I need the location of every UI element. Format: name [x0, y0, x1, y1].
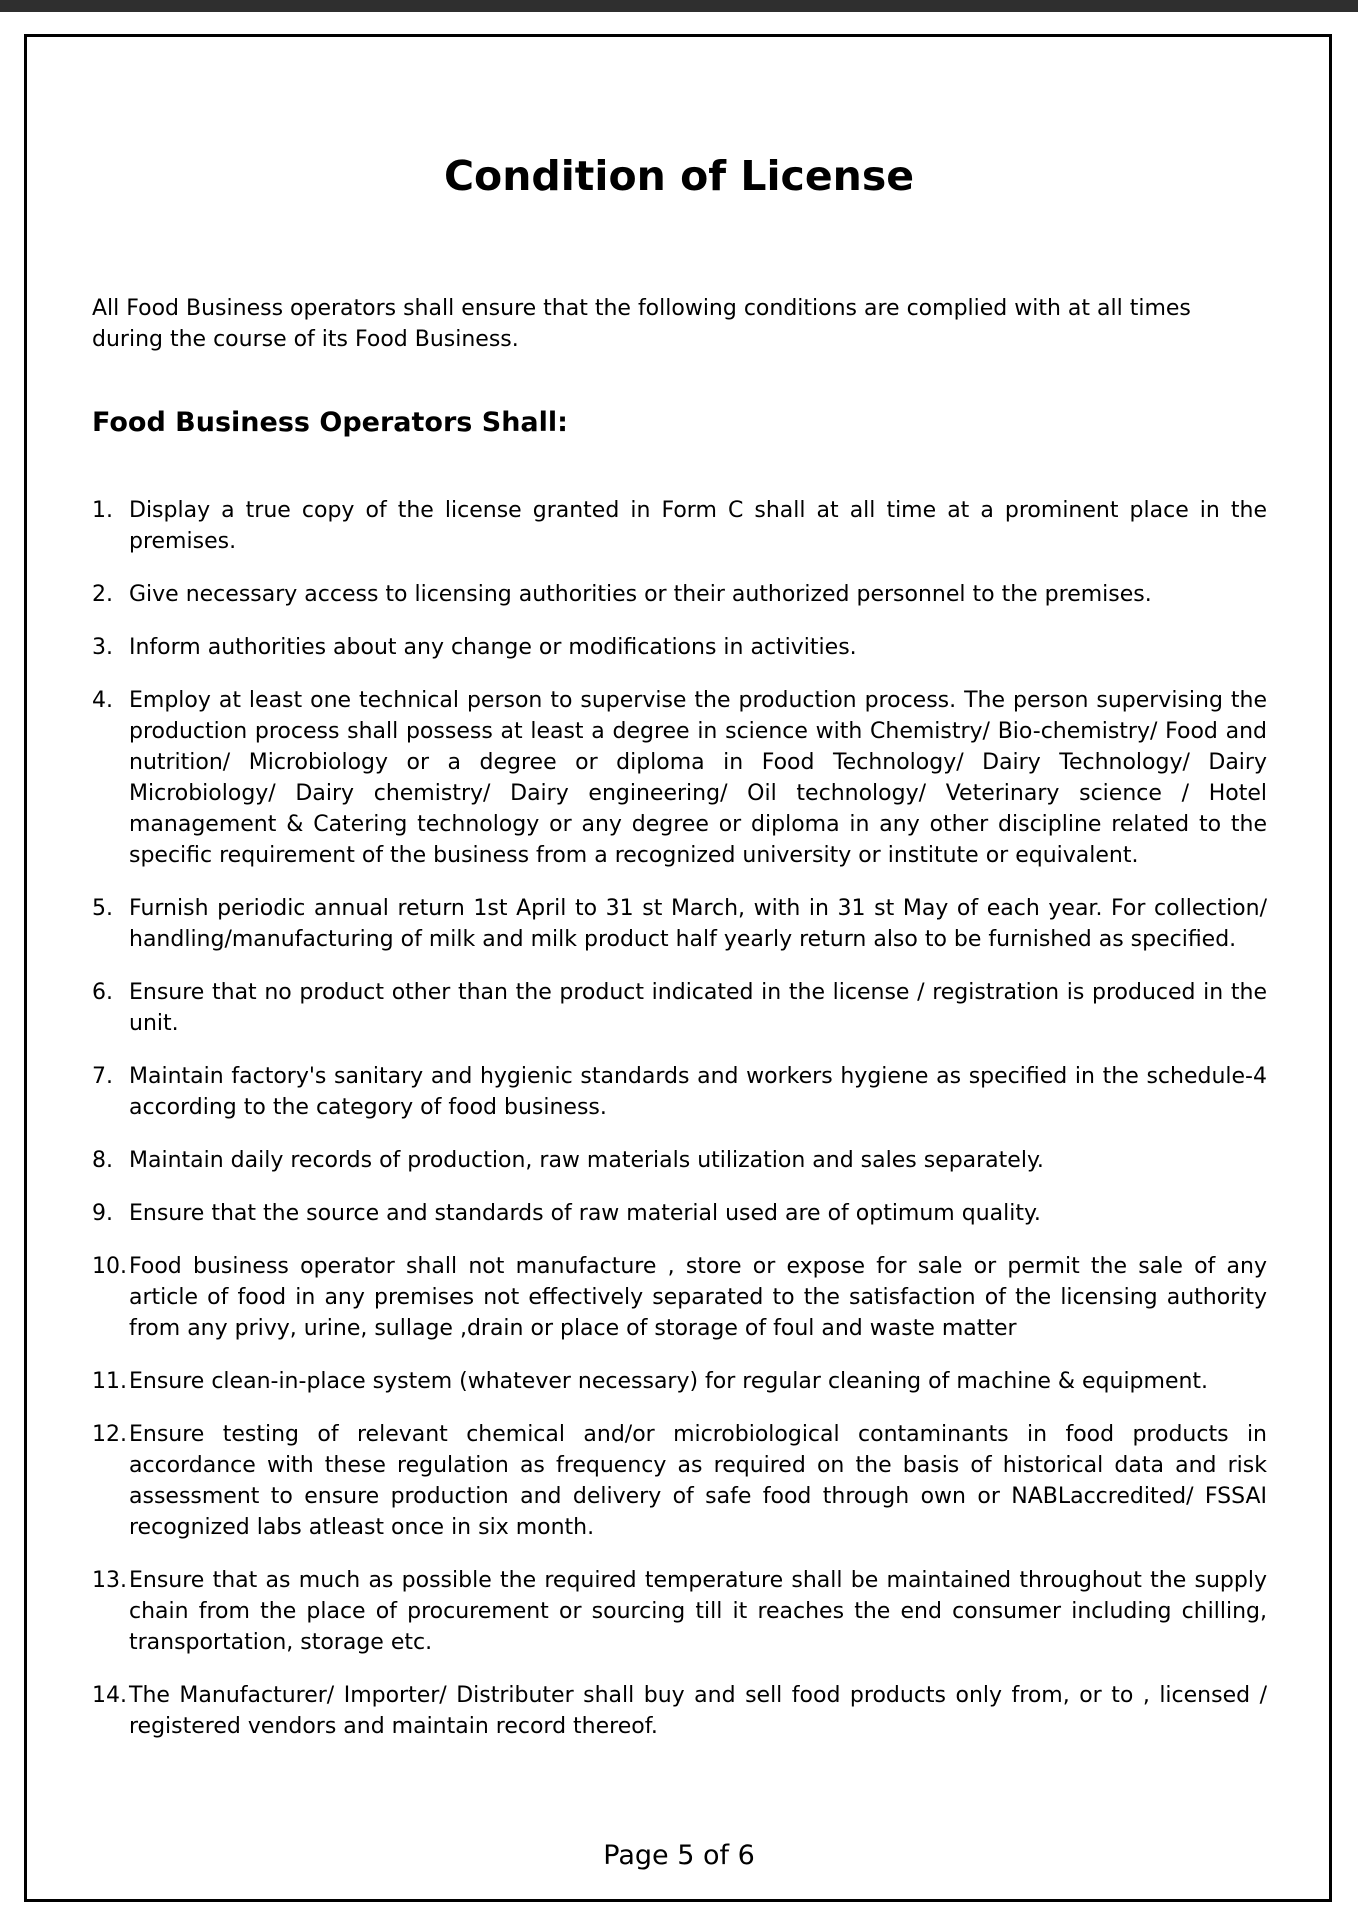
condition-number: 7. — [92, 1064, 113, 1089]
condition-text: Display a true copy of the license granted in Form C shall at all time at a prominent place in the premises. — [129, 498, 1267, 554]
condition-number: 14. — [92, 1683, 127, 1708]
condition-number: 11. — [92, 1369, 127, 1394]
condition-item — [92, 1251, 1267, 1344]
condition-number: 1. — [92, 498, 113, 523]
condition-item — [92, 579, 1267, 610]
condition-text: Furnish periodic annual return 1st April to 31 st March, with in 31 st May of each year. For collection/ handling/manufacturing of milk and milk product half yearly return also to be furnished as specified. — [129, 896, 1267, 952]
condition-text: Employ at least one technical person to supervise the production process. The person supervising the production process shall possess at least a degree in science with Chemistry/ Bio-chemistry/ Food and nutrition/ Microbiology or a degree or diploma in Food Technology/ Dairy Technology/ Dairy Microbiology/ Dairy chemistry/ Dairy engineering/ Oil technology/ Veterinary science / Hotel management & Catering technology or any degree or diploma in any other discipline related to the specific requirement of the business from a recognized university or institute or equivalent. — [129, 688, 1267, 868]
condition-item — [92, 1198, 1267, 1229]
condition-number: 6. — [92, 980, 113, 1005]
condition-number: 2. — [92, 582, 113, 607]
page-title: Condition of License — [443, 152, 915, 200]
condition-item — [92, 977, 1267, 1039]
viewer-top-bar — [0, 0, 1358, 12]
condition-item — [92, 685, 1267, 871]
section-heading: Food Business Operators Shall: — [92, 407, 568, 438]
condition-text: Ensure clean-in-place system (whatever necessary) for regular cleaning of machine & equipment. — [129, 1369, 1209, 1394]
condition-text: Inform authorities about any change or modifications in activities. — [129, 635, 857, 660]
condition-number: 13. — [92, 1568, 127, 1593]
condition-item — [92, 893, 1267, 955]
condition-number: 10. — [92, 1254, 127, 1279]
condition-text: Ensure that the source and standards of raw material used are of optimum quality. — [129, 1201, 1041, 1226]
condition-item — [92, 1565, 1267, 1658]
condition-number: 8. — [92, 1148, 113, 1173]
condition-item — [92, 1680, 1267, 1742]
page-number-footer: Page 5 of 6 — [603, 1840, 755, 1871]
condition-text: Food business operator shall not manufacture , store or expose for sale or permit the sale of any article of food in any premises not effectively separated to the satisfaction of the licensing authority from any privy, urine, sullage ,drain or place of storage of foul and waste matter — [129, 1254, 1267, 1341]
condition-text: Maintain factory's sanitary and hygienic standards and workers hygiene as specified in the schedule-4 according to the category of food business. — [129, 1064, 1267, 1120]
condition-text: Ensure that no product other than the product indicated in the license / registration is produced in the unit. — [129, 980, 1267, 1036]
condition-item — [92, 1061, 1267, 1123]
condition-number: 9. — [92, 1201, 113, 1226]
condition-item — [92, 495, 1267, 557]
condition-item — [92, 632, 1267, 663]
condition-number: 12. — [92, 1422, 127, 1447]
condition-item — [92, 1419, 1267, 1543]
condition-text: Ensure testing of relevant chemical and/or microbiological contaminants in food products in accordance with these regulation as frequency as required on the basis of historical data and risk assessment to ensure production and delivery of safe food through own or NABLaccredited/ FSSAI recognized labs atleast once in six month. — [129, 1422, 1267, 1540]
condition-text: Maintain daily records of production, raw materials utilization and sales separately. — [129, 1148, 1044, 1173]
condition-text: Ensure that as much as possible the required temperature shall be maintained throughout the supply chain from the place of procurement or sourcing till it reaches the end consumer including chilling, transportation, storage etc. — [129, 1568, 1267, 1655]
condition-text: Give necessary access to licensing authorities or their authorized personnel to the premises. — [129, 582, 1152, 607]
condition-item — [92, 1366, 1267, 1397]
condition-item — [92, 1145, 1267, 1176]
intro-paragraph: All Food Business operators shall ensure that the following conditions are complied with at all times during the course of its Food Business. — [92, 296, 1191, 352]
condition-number: 4. — [92, 688, 113, 713]
condition-number: 5. — [92, 896, 113, 921]
condition-text: The Manufacturer/ Importer/ Distributer shall buy and sell food products only from, or to , licensed / registered vendors and maintain record thereof. — [129, 1683, 1267, 1739]
conditions-list — [92, 495, 1267, 1764]
condition-number: 3. — [92, 635, 113, 660]
